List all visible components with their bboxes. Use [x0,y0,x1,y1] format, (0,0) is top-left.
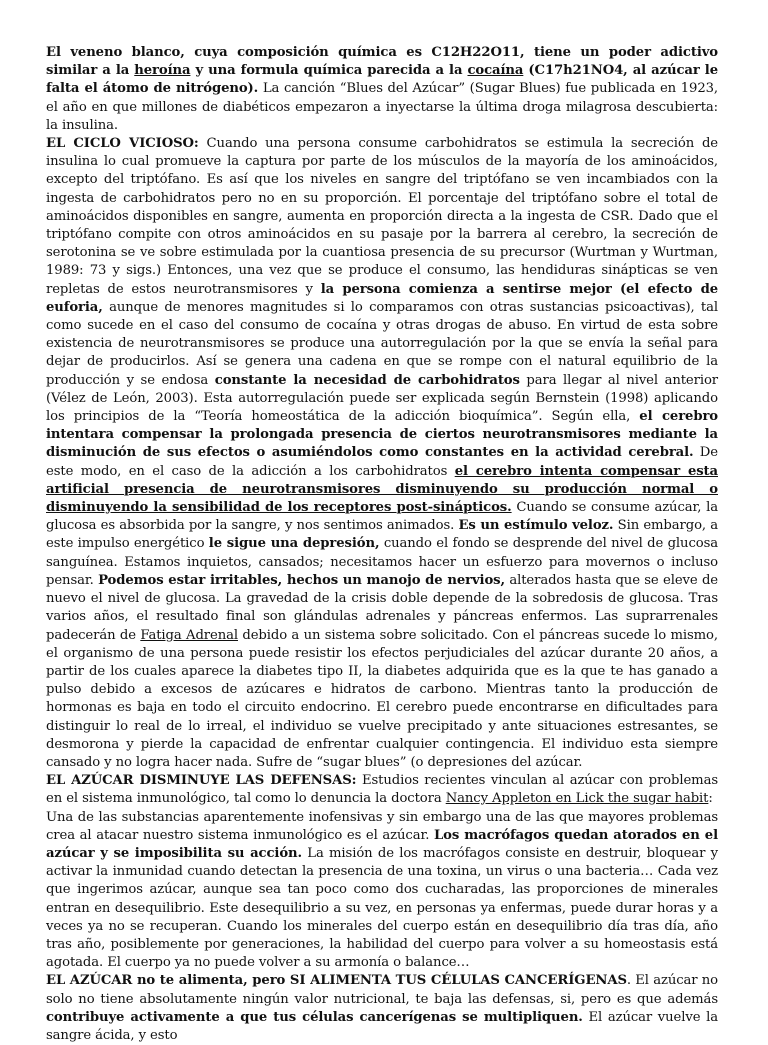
paragraph-cancer: EL AZÚCAR no te alimenta, pero SI ALIMENTA TUS CÉLULAS CANCERÍGENAS. El azúcar no solo no tiene absolutamente ningún valor nutricional, te baja las defensas, si, pero es que además contribuye activamente a que tus células cancerígenas se multipliquen. El azúcar vuelve la sangre ácida, y esto [46,973,718,1043]
underlined-bold-sentence: el cerebro intenta compensar esta artificial presencia de neurotransmisores disminuyendo su producción normal o disminuyendo la sensibilidad de los receptores post-sinápticos. [46,463,718,516]
intro-bold: El veneno blanco, cuya composición química es C12H22O11, tiene un poder adictivo similar a la heroína y una formula química parecida a la cocaína (C17h21NO4, al azúcar le falta el átomo de nitrógeno). [46,45,718,97]
link-nancy-appleton[interactable]: Nancy Appleton en Lick the sugar habit [445,791,709,807]
heading-defensas: EL AZÚCAR DISMINUYE LAS DEFENSAS: [46,773,357,789]
paragraph-ciclo-vicioso: EL CICLO VICIOSO: Cuando una persona consume carbohidratos se estimula la secreción de insulina lo cual promueve la captura por parte de los músculos de la mayoría de los aminoácidos, excepto del triptófano. Es así que los niveles en sangre del triptófano se ven incambiados con la ingesta de carbohidratos pero no en su proporción. El porcentaje del triptófano sobre el total de aminoácidos disponibles en sangre, aumenta en proporción directa a la ingesta de CSR. Dado que el triptófano compite con otros aminoácidos en su pasaje por la barrera al cerebro, la secreción de serotonina se ve sobre estimulada por la cuantiosa presencia de su precursor (Wurtman y Wurtman, 1989: 73 y sigs.) Entonces, una vez que se produce el consumo, las hendiduras sinápticas se ven repletas de estos neurotransmisores y la persona comienza a sentirse mejor (el efecto de euforia, aunque de menores magnitudes si lo comparamos con otras sustancias psicoactivas), tal como sucede en el caso del consumo de cocaína y otras drogas de abuso. En virtud de esta sobre existencia de neurotransmisores se produce una autorregulación por la que se envía la señal para dejar de producirlos. Así se genera una cadena en que se rompe con el natural equilibrio de la producción y se endosa constante la necesidad de carbohidratos para llegar al nivel anterior (Vélez de León, 2003). Esta autorregulación puede ser explicada según Bernstein (1998) aplicando los principios de la “Teoría homeostática de la adicción bioquímica”. Según ella, el cerebro intentara compensar la prolongada presencia de ciertos neurotransmisores mediante la disminución de sus efectos o asumiéndolos como constantes en la actividad cerebral. De este modo, en el caso de la adicción a los carbohidratos el cerebro intenta compensar esta artificial presencia de neurotransmisores disminuyendo su producción normal o disminuyendo la sensibilidad de los receptores post-sinápticos. Cuando se consume azúcar, la glucosa es absorbida por la sangre, y nos sentimos animados. Es un estímulo veloz. Sin embargo, a este impulso energético le sigue una depresión, cuando el fondo se desprende del nivel de glucosa sanguínea. Estamos inquietos, cansados; necesitamos hacer un esfuerzo para movernos o incluso pensar. Podemos estar irritables, hechos un manojo de nervios, alterados hasta que se eleve de nuevo el nivel de glucosa. La gravedad de la crisis doble depende de la sobredosis de glucosa. Tras varios años, el resultado final son glándulas adrenales y páncreas enfermos. Las suprarrenales padecerán de Fatiga Adrenal debido a un sistema sobre solicitado. Con el páncreas sucede lo mismo, el organismo de una persona puede resistir los efectos perjudiciales del azúcar durante 20 años, a partir de los cuales aparece la diabetes tipo II, la diabetes adquirida que es la que te has ganado a pulso debido a excesos de azúcares e hidratos de carbono. Mientras tanto la producción de hormonas es baja en todo el circuito endocrino. El cerebro puede encontrarse en dificultades para distinguir lo real de lo irreal, el individuo se vuelve precipitado y ante situaciones estresantes, se desmorona y pierde la capacidad de enfrentar cualquier contingencia. El individuo esta siempre cansado y no logra hacer nada. Sufre de “sugar blues” (o depresiones del azúcar. [46,136,719,770]
paragraph-defensas: EL AZÚCAR DISMINUYE LAS DEFENSAS: Estudios recientes vinculan al azúcar con problemas en el sistema inmunológico, tal como lo denuncia la doctora Nancy Appleton en Lick the sugar habit: [46,773,718,807]
paragraph-intro: El veneno blanco, cuya composición química es C12H22O11, tiene un poder adictivo similar a la heroína y una formula química parecida a la cocaína (C17h21NO4, al azúcar le falta el átomo de nitrógeno). La canción “Blues del Azúcar” (Sugar Blues) fue publicada en 1923, el año en que millones de diabéticos empezaron a inyectarse la última droga milagrosa descubierta: la insulina. [46,45,719,133]
heading-cancer: EL AZÚCAR no te alimenta, pero SI ALIMENTA TUS CÉLULAS CANCERÍGENAS [46,973,627,989]
link-heroina[interactable]: heroína [134,63,191,79]
document-page [46,44,718,1045]
link-cocaina[interactable]: cocaína [467,63,524,79]
paragraph-quote: Una de las substancias aparentemente inofensivas y sin embargo una de las que mayores problemas crea al atacar nuestro sistema inmunológico es el azúcar. Los macrófagos quedan atorados en el azúcar y se imposibilita su acción. La misión de los macrófagos consiste en destruir, bloquear y activar la inmunidad cuando detectan la presencia de una toxina, un virus o una bacteria… Cada vez que ingerimos azúcar, aunque sea tan poco como dos cucharadas, las proporciones de minerales entran en desequilibrio. Este desequilibrio a su vez, en personas ya enfermas, puede durar horas y a veces ya no se recuperan. Cuando los minerales del cuerpo están en desequilibrio día tras día, año tras año, posiblemente por generaciones, la habilidad del cuerpo para volver a su homeostasis está agotada. El cuerpo ya no puede volver a su armonía o balance… [46,809,718,971]
link-fatiga-adrenal[interactable]: Fatiga Adrenal [140,627,238,643]
heading-ciclo-vicioso: EL CICLO VICIOSO: [46,136,199,152]
